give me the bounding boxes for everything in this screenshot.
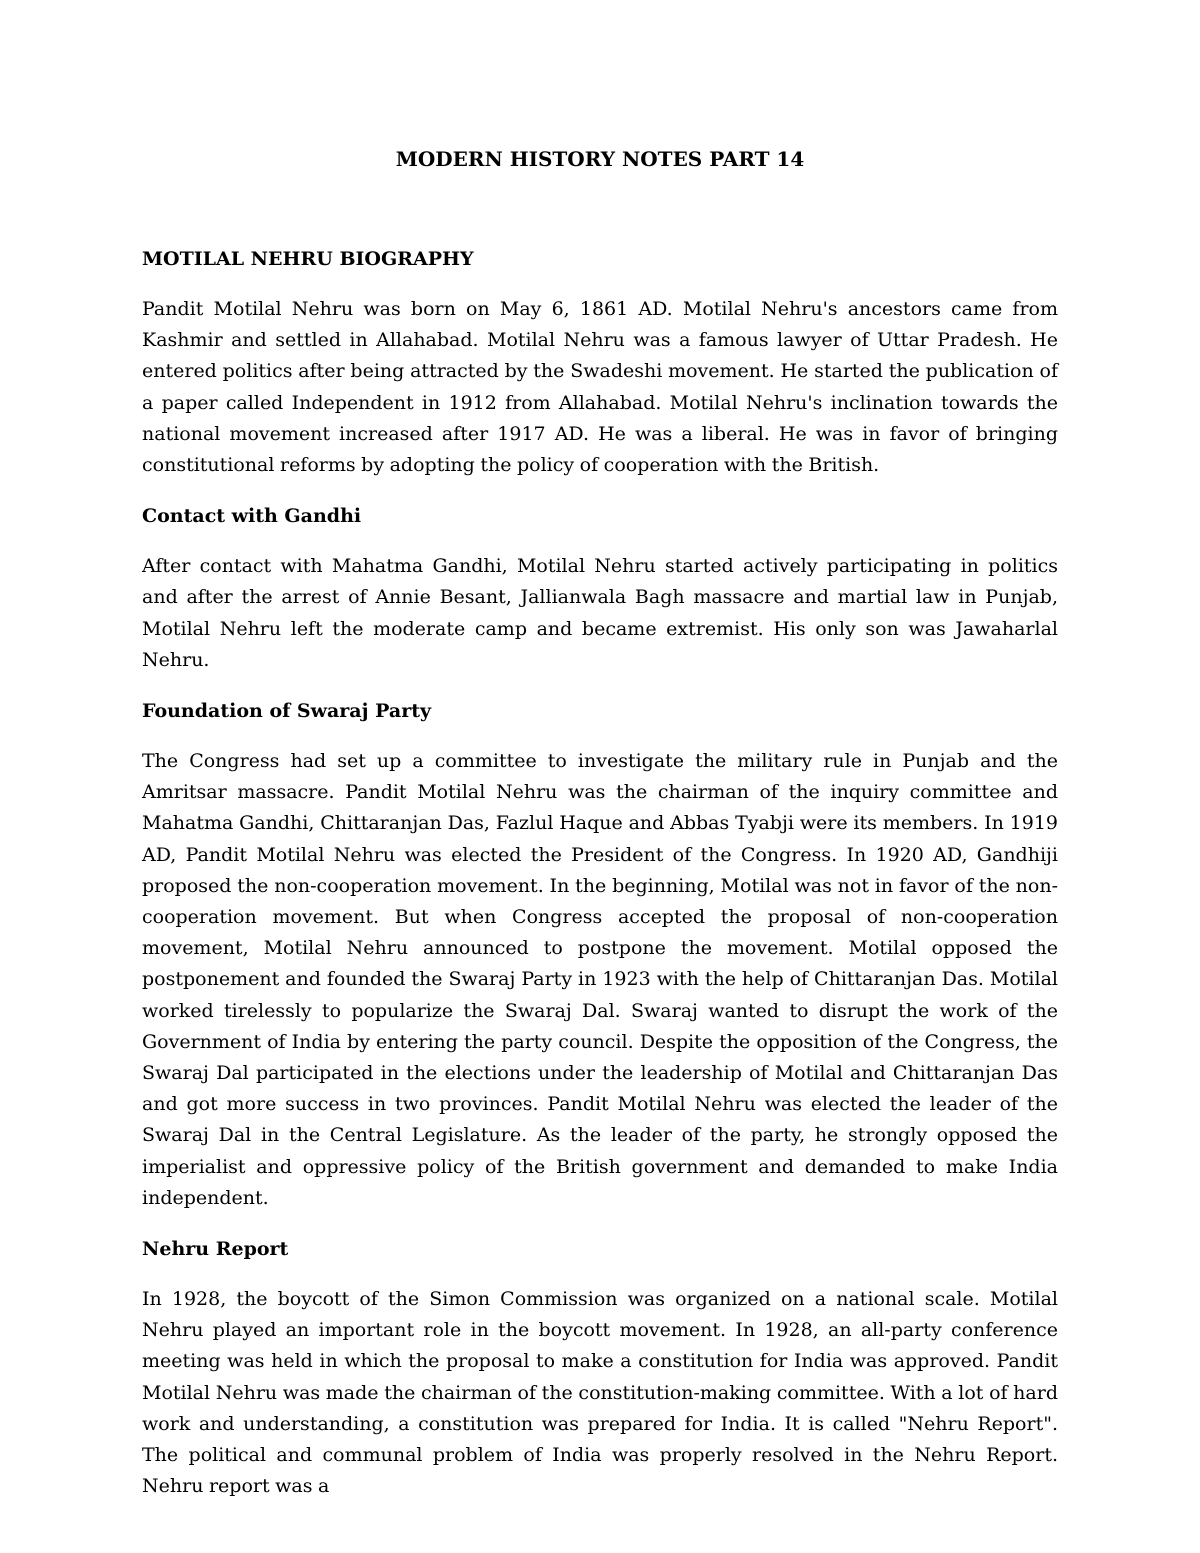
- section-paragraph: Pandit Motilal Nehru was born on May 6, 1861 AD. Motilal Nehru's ancestors came from Kashmir and settled in Allahabad. Motilal Nehru was a famous lawyer of Uttar Pradesh. He entered politics after being attracted by the Swadeshi movement. He started the publication of a paper called Independent in 1912 from Allahabad. Motilal Nehru's inclination towards the national movement increased after 1917 AD. He was a liberal. He was in favor of bringing constitutional reforms by adopting the policy of cooperation with the British.: [142, 298, 1058, 477]
- section-heading: Nehru Report: [142, 1238, 289, 1261]
- section-foundation-of-swaraj-party: [142, 698, 1058, 1214]
- section-heading: MOTILAL NEHRU BIOGRAPHY: [142, 248, 474, 270]
- section-heading: Foundation of Swaraj Party: [142, 700, 432, 723]
- section-heading: Contact with Gandhi: [142, 505, 362, 528]
- document-title: MODERN HISTORY NOTES PART 14: [395, 147, 805, 171]
- section-nehru-report: [142, 1236, 1058, 1502]
- section-paragraph: The Congress had set up a committee to investigate the military rule in Punjab and the Amritsar massacre. Pandit Motilal Nehru was the chairman of the inquiry committee and Mahatma Gandhi, Chittaranjan Das, Fazlul Haque and Abbas Tyabji were its members. In 1919 AD, Pandit Motilal Nehru was elected the President of the Congress. In 1920 AD, Gandhiji proposed the non-cooperation movement. In the beginning, Motilal was not in favor of the non-cooperation movement. But when Congress accepted the proposal of non-cooperation movement, Motilal Nehru announced to postpone the movement. Motilal opposed the postponement and founded the Swaraj Party in 1923 with the help of Chittaranjan Das. Motilal worked tirelessly to popularize the Swaraj Dal. Swaraj wanted to disrupt the work of the Government of India by entering the party council. Despite the opposition of the Congress, the Swaraj Dal participated in the elections under the leadership of Motilal and Chittaranjan Das and got more success in two provinces. Pandit Motilal Nehru was elected the leader of the Swaraj Dal in the Central Legislature. As the leader of the party, he strongly opposed the imperialist and oppressive policy of the British government and demanded to make India independent.: [142, 750, 1058, 1209]
- section-motilal-nehru-biography: [142, 246, 1058, 481]
- section-paragraph: In 1928, the boycott of the Simon Commission was organized on a national scale. Motilal Nehru played an important role in the boycott movement. In 1928, an all-party conference meeting was held in which the proposal to make a constitution for India was approved. Pandit Motilal Nehru was made the chairman of the constitution-making committee. With a lot of hard work and understanding, a constitution was prepared for India. It is called "Nehru Report". The political and communal problem of India was properly resolved in the Nehru Report. Nehru report was a: [142, 1288, 1058, 1498]
- section-contact-with-gandhi: [142, 503, 1058, 676]
- document-body: [142, 146, 1058, 1525]
- section-paragraph: After contact with Mahatma Gandhi, Motilal Nehru started actively participating in politics and after the arrest of Annie Besant, Jallianwala Bagh massacre and martial law in Punjab, Motilal Nehru left the moderate camp and became extremist. His only son was Jawaharlal Nehru.: [142, 555, 1058, 671]
